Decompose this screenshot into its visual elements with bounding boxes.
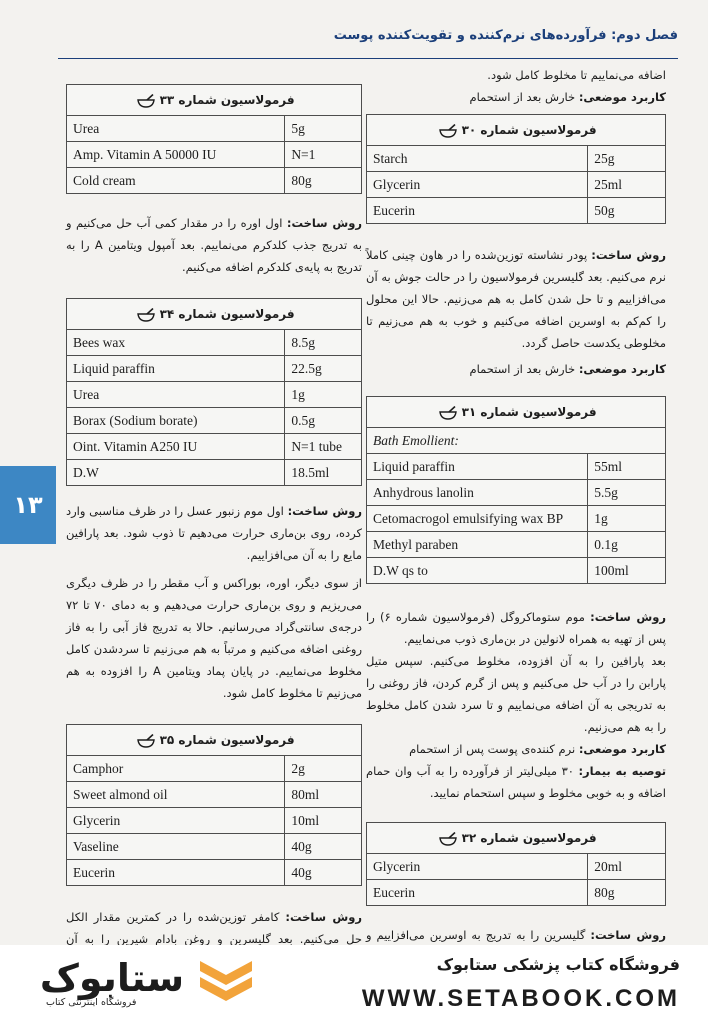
mortar-pestle-icon	[439, 124, 457, 138]
mortar-pestle-icon	[439, 832, 457, 846]
ingredient-name: Amp. Vitamin A 50000 IU	[67, 142, 285, 168]
mortar-pestle-icon	[137, 308, 155, 322]
chapter-header: فصل دوم: فرآورده‌های نرم‌کننده و تقویت‌کننده پوست	[333, 28, 678, 43]
formulation-35-table: فرمولاسیون شماره ۳۵ Camphor 2g Sweet almond oil 80ml Glycerin 10ml Vaseline 40g Eucerin 40g	[66, 724, 362, 886]
formulation-35-title: فرمولاسیون شماره ۳۵	[67, 725, 362, 756]
formulation-30-title: فرمولاسیون شماره ۳۰	[367, 115, 666, 146]
mortar-pestle-icon	[137, 94, 155, 108]
left-column	[66, 70, 362, 945]
page-number-tab: ۱۳	[0, 466, 56, 544]
right-column	[366, 70, 666, 945]
ingredient-amount: 5g	[285, 116, 362, 142]
formulation-31-method: روش ساخت: موم ستوماکروگل (فرمولاسیون شماره ۶) را پس از تهیه به همراه لانولین در بن‌ماری ذوب می‌نماییم.	[366, 610, 667, 646]
formulation-33-title: فرمولاسیون شماره ۳۳	[67, 85, 362, 116]
formulation-32-table: فرمولاسیون شماره ۳۲ Glycerin 20ml Eucerin 80g	[366, 822, 666, 906]
ingredient-name: Urea	[67, 116, 285, 142]
logo-subtitle: فروشگاه اینترنتی کتاب	[46, 997, 137, 1008]
ingredient-amount: 80g	[285, 168, 362, 194]
formulation-34-title: فرمولاسیون شماره ۳۴	[67, 299, 362, 330]
ingredient-amount: N=1	[285, 142, 362, 168]
formulation-32-method: روش ساخت: گلیسرین را به تدریج به اوسرین می‌افزاییم و	[366, 928, 666, 942]
formulation-34-method-continued: از سوی دیگر، اوره، بوراکس و آب مقطر را در ظرف دیگری می‌ریزیم و روی بن‌ماری حرارت می‌دهیم و به دمای ۷۰ تا ۷۲ درجه‌ی سانتی‌گراد می‌رسانیم. حالا به تدریج فاز آبی را به فاز روغنی اضافه می‌کنیم و مرتباً به هم می‌زنیم تا سردشدن کامل مخلوط می‌نماییم. در پایان پماد ویتامین A را افزوده به هم می‌زنیم تا مخلوط کامل شود.	[66, 576, 363, 700]
formulation-31-subtitle: Bath Emollient:	[367, 428, 666, 454]
formulation-30-usage: کاربرد موضعی: خارش بعد از استحمام	[469, 362, 666, 376]
store-name: فروشگاه کتاب پزشکی ستابوک	[436, 955, 680, 974]
formulation-33-table	[66, 84, 362, 194]
formulation-31-method-continued: بعد پارافین را به آن افزوده، مخلوط می‌کنیم. سپس متیل پارابن را در آب حل می‌کنیم و پس از گرم کردن، فاز روغنی را به تدریجی به آن اضافه می‌نماییم و تا سرد شدن کامل مخلوط را به هم می‌زنیم.	[366, 654, 666, 734]
store-footer-banner	[0, 945, 708, 1024]
formulation-30-method: روش ساخت: پودر نشاسته توزین‌شده را در هاون چینی کاملاً نرم می‌کنیم. بعد گلیسرین فرمولاسیون را در حالت جوش به آن می‌افزاییم و تا حل شدن کامل به هم می‌زنیم. حالا این محلول را کم‌کم به اوسرین اضافه می‌کنیم و خوب به هم می‌زنیم تا مخلوطی یکدست حاصل گردد.	[366, 248, 666, 350]
formulation-31-advice: توصیه به بیمار: ۳۰ میلی‌لیتر از فرآورده را به آب وان حمام اضافه و به خوبی مخلوط و سپس استحمام نمایید.	[366, 764, 667, 800]
logo-wordmark: ستابوک	[39, 956, 185, 1000]
setabook-logo[interactable]	[32, 951, 192, 1001]
formulation-35-method: روش ساخت: کامفر توزین‌شده را در کمترین مقدار الکل حل می‌کنیم. بعد گلیسرین و روغن بادام شیرین را به آن	[66, 910, 362, 945]
formulation-31-table: فرمولاسیون شماره ۳۱ Bath Emollient: Liquid paraffin 55ml Anhydrous lanolin 5.5g Cetomacrogol emulsifying wax BP 1g Methyl paraben 0.1g D.W qs to 100ml	[366, 396, 666, 584]
book-chevron-icon	[196, 955, 256, 1015]
formulation-31-usage: کاربرد موضعی: نرم کننده‌ی پوست پس از استحمام	[409, 742, 666, 756]
usage-line: کاربرد موضعی: خارش بعد از استحمام	[469, 90, 666, 104]
ingredient-name: Cold cream	[67, 168, 285, 194]
setabook-logo-graphic	[32, 951, 192, 1001]
formulation-30-table: فرمولاسیون شماره ۳۰ Starch 25g Glycerin 25ml Eucerin 50g	[366, 114, 666, 224]
formulation-32-title: فرمولاسیون شماره ۳۲	[367, 823, 666, 854]
formulation-34-method: روش ساخت: اول موم زنبور عسل را در ظرف مناسبی وارد کرده، روی بن‌ماری حرارت می‌دهیم تا ذوب شود. بعد پارافین مایع را به آن می‌افزاییم.	[66, 504, 362, 562]
header-divider	[58, 58, 678, 59]
formulation-34-table: فرمولاسیون شماره ۳۴ Bees wax 8.5g Liquid paraffin 22.5g Urea 1g Borax (Sodium borate) 0.5g Oint. Vitamin A250 IU N=1 tube D.W 18.5ml	[66, 298, 362, 486]
mortar-pestle-icon	[137, 734, 155, 748]
continued-text: اضافه می‌نماییم تا مخلوط کامل شود.	[487, 68, 666, 82]
store-url[interactable]: WWW.SETABOOK.COM	[361, 985, 680, 1012]
formulation-31-title: فرمولاسیون شماره ۳۱	[367, 397, 666, 428]
formulation-33-method: روش ساخت: اول اوره را در مقدار کمی آب حل می‌کنیم و به تدریج جذب کلدکرم می‌نماییم. بعد آمپول ویتامین A را به تدریج به پایه‌ی کلدکرم اضافه می‌کنیم.	[66, 216, 362, 274]
mortar-pestle-icon	[439, 406, 457, 420]
